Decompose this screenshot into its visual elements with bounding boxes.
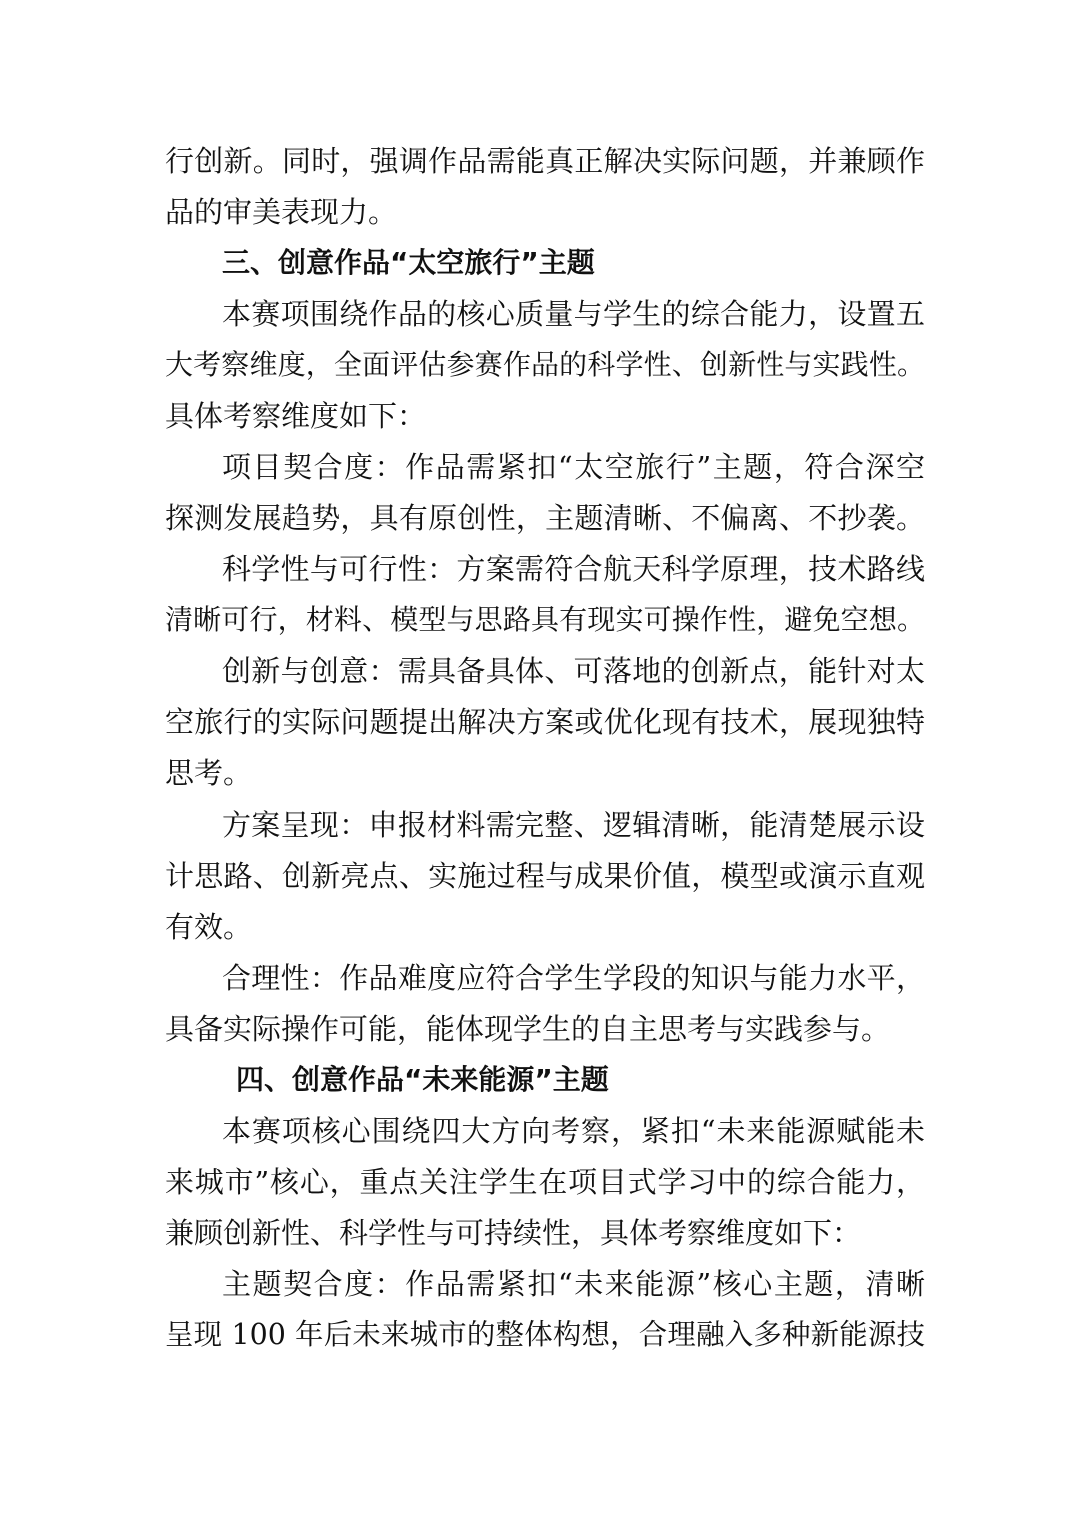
text-line: 兼顾创新性、科学性与可持续性，具体考察维度如下： (165, 1216, 862, 1250)
text-line: 探测发展趋势，具有原创性，主题清晰、不偏离、不抄袭。 (165, 501, 925, 535)
text-line: 本赛项围绕作品的核心质量与学生的综合能力，设置五 (222, 297, 925, 331)
text-line: 计思路、创新亮点、实施过程与成果价值，模型或演示直观 (165, 859, 925, 893)
text-line: 合理性：作品难度应符合学生学段的知识与能力水平， (222, 961, 925, 995)
text-line: 思考。 (165, 756, 253, 790)
text-line: 方案呈现：申报材料需完整、逻辑清晰，能清楚展示设 (222, 808, 925, 842)
text-line: 项目契合度：作品需紧扣“太空旅行”主题，符合深空 (222, 450, 925, 484)
text-line: 本赛项核心围绕四大方向考察，紧扣“未来能源赋能未 (222, 1114, 925, 1148)
text-line: 空旅行的实际问题提出解决方案或优化现有技术，展现独特 (165, 705, 925, 739)
text-line: 具体考察维度如下： (165, 399, 427, 433)
section-heading-future-energy: 四、创意作品“未来能源”主题 (236, 1063, 609, 1096)
text-line: 呈现 100 年后未来城市的整体构想，合理融入多种新能源技 (165, 1318, 925, 1351)
text-line: 具备实际操作可能，能体现学生的自主思考与实践参与。 (165, 1012, 891, 1046)
text-line: 清晰可行，材料、模型与思路具有现实可操作性，避免空想。 (165, 603, 925, 636)
text-line: 来城市”核心，重点关注学生在项目式学习中的综合能力， (165, 1165, 925, 1199)
text-line: 有效。 (165, 910, 253, 944)
text-line: 行创新。同时，强调作品需能真正解决实际问题，并兼顾作 (165, 144, 925, 178)
text-line: 科学性与可行性：方案需符合航天科学原理，技术路线 (222, 552, 925, 586)
text-line: 品的审美表现力。 (165, 195, 398, 229)
section-heading-space-travel: 三、创意作品“太空旅行”主题 (222, 246, 595, 279)
text-line: 大考察维度，全面评估参赛作品的科学性、创新性与实践性。 (165, 348, 925, 381)
text-line: 主题契合度：作品需紧扣“未来能源”核心主题，清晰 (222, 1267, 925, 1301)
text-line: 创新与创意：需具备具体、可落地的创新点，能针对太 (222, 654, 925, 688)
